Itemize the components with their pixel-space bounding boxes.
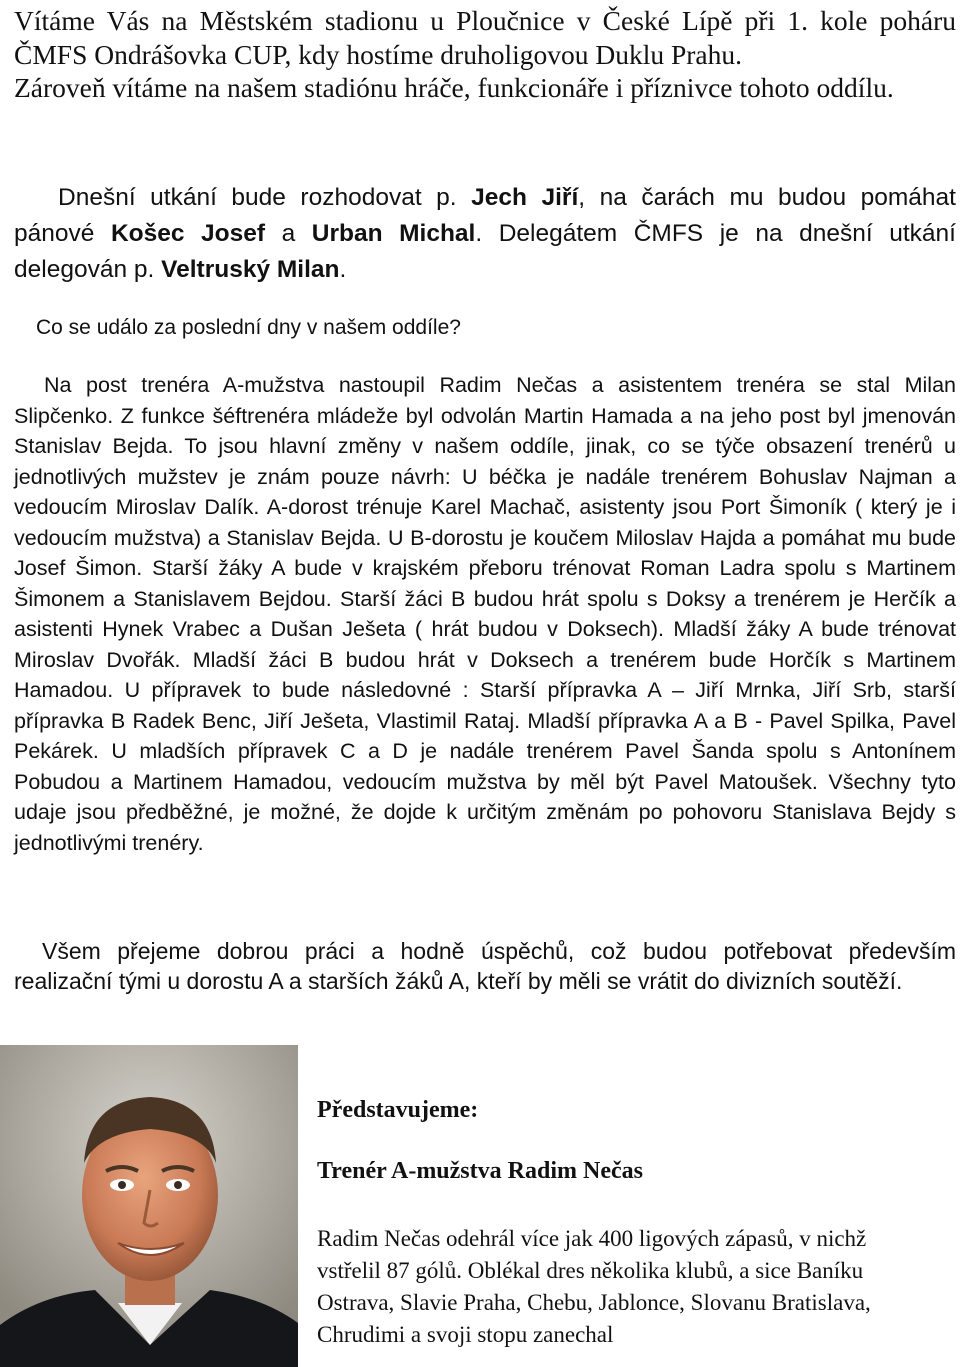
coach-profile	[317, 1097, 937, 1351]
referees-text-2: , na čarách mu budou pomáhat pánové	[14, 184, 956, 247]
profile-title: Trenér A-mužstva Radim Nečas	[317, 1158, 643, 1184]
delegate-name: Veltruský Milan	[161, 256, 340, 283]
referees-paragraph	[14, 180, 956, 288]
referees-text-4: . Delegátem ČMFS je na dnešní utkání delegován p.	[14, 220, 956, 283]
referees-text-3: a	[265, 220, 312, 247]
coach-portrait-image	[0, 1045, 298, 1367]
referees-text-1: Dnešní utkání bude rozhodovat p.	[58, 184, 472, 211]
referees-text	[14, 180, 956, 288]
wish-text: Všem přejeme dobrou práci a hodně úspěchů, což budou potřebovat především realizační tými u dorostu A a starších žáků A, kteří by měli se vrátit do divizních soutěží.	[14, 938, 956, 994]
referees-text-5: .	[339, 256, 347, 283]
assistant-referee-1: Košec Josef	[110, 220, 266, 247]
news-paragraph	[14, 370, 956, 858]
profile-kicker: Představujeme:	[317, 1097, 479, 1123]
intro-paragraph	[14, 4, 956, 105]
profile-text: Radim Nečas odehrál více jak 400 ligových zápasů, v nichž vstřelil 87 gólů. Oblékal dres několika klubů, a sice Baníku Ostrava, Slavie Praha, Chebu, Jablonce, Slovanu Bratislava, Chrudimi a svoji stopu zanechal	[317, 1226, 871, 1347]
coach-photo	[0, 1045, 298, 1367]
wish-paragraph	[14, 936, 956, 996]
referee-name: Jech Jiří	[471, 184, 579, 211]
intro-line-greeting: Zároveň vítáme na našem stadiónu hráče, funkcionáře i příznivce tohoto oddílu.	[14, 72, 894, 103]
news-text: Na post trenéra A-mužstva nastoupil Radim Nečas a asistentem trenéra se stal Milan Slipčenko. Z funkce šéftrenéra mládeže byl odvolán Martin Hamada a na jeho post byl jmenován Stanislav Bejda. To jsou hlavní změny v našem oddíle, jinak, co se týče obsazení trenérů u jednotlivých mužstev je znám pouze návrh: U béčka je nadále trenérem Bohuslav Najman a vedoucím Miroslav Dalík. A-dorost trénuje Karel Machač, asistenty jsou Port Šimoník ( který je i vedoucím mužstva) a Stanislav Bejda. U B-dorostu je koučem Miloslav Hajda a pomáhat mu bude Josef Šimon. Starší žáky A bude v krajském přeboru trénovat Roman Ladra spolu s Martinem Šimonem a Stanislavem Bejdou. Starší žáci B budou hrát spolu s Doksy a trenérem je Herčík a asistenti Hynek Vrabec a Dušan Ješeta ( hrát budou v Doksech). Mladší žáky A bude trénovat Miroslav Dvořák. Mladší žáci B budou hrát v Doksech a trenérem bude Horčík s Martinem Hamadou. U přípravek to bude následovné : Starší přípravka A – Jiří Mrnka, Jiří Srb, starší přípravka B Radek Benc, Jiří Ješeta, Vlastimil Rataj. Mladší přípravka A a B - Pavel Spilka, Pavel Pekárek. U mladších přípravek C a D je nadále trenérem Pavel Šanda spolu s Antonínem Pobudou a Martinem Hamadou, vedoucím mužstva by měl být Pavel Matoušek. Všechny tyto udaje jsou předběžné, je možné, že dojde k určitým změnám po pohovoru Stanislava Bejdy s jednotlivými trenéry.	[14, 373, 956, 855]
news-heading: Co se událo za poslední dny v našem oddíle?	[36, 316, 461, 339]
intro-line-welcome: Vítáme Vás na Městském stadionu u Ploučnice v České Lípě při 1. kole poháru ČMFS Ondrášovka CUP, kdy hostíme druholigovou Duklu Prahu.	[14, 5, 956, 70]
assistant-referee-2: Urban Michal	[311, 220, 476, 247]
